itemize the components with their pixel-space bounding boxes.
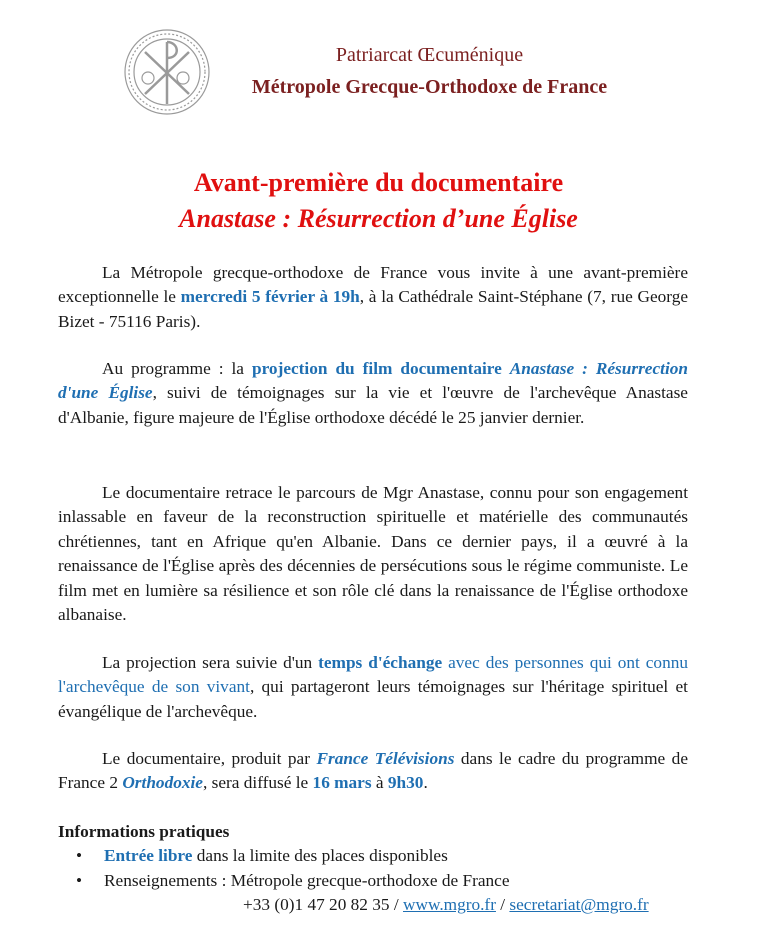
- paragraph-diffusion: [58, 747, 688, 796]
- item1-text: dans la limite des places disponibles: [192, 846, 448, 865]
- france-televisions: France Télévisions: [316, 749, 455, 768]
- p2-text-a: Au programme : la: [102, 359, 252, 378]
- temps-echange: temps d'échange: [318, 653, 443, 672]
- bullet-icon: •: [76, 846, 83, 865]
- p5-text-d: à: [371, 773, 388, 793]
- entree-libre: Entrée libre: [104, 846, 193, 865]
- title-line2: Anastase : Résurrection d’une Église: [179, 204, 578, 233]
- item2-text: Renseignements : Métropole grecque-orthodoxe de France: [104, 871, 510, 890]
- diffusion-date: 16 mars: [312, 773, 372, 793]
- chi-rho-seal-icon: [123, 28, 211, 116]
- website-link[interactable]: www.mgro.fr: [403, 895, 496, 914]
- p3-text: Le documentaire retrace le parcours de Mgr Anastase, connu pour son engagement inlassable en faveur de la reconstruction spirituelle et matérielle des communautés chrétiennes, tant en Afrique qu'en Albanie. Dans ce dernier pays, il a œuvré à la renaissance de l'Église après des décennies de persécutions sous le régime communiste. Le film met en lumière sa résilience et son rôle clé dans la renaissance de l'Église orthodoxe albanaise.: [58, 483, 688, 625]
- paragraph-parcours: [58, 481, 688, 627]
- contact-line: [243, 895, 649, 915]
- paragraph-invitation: [58, 261, 688, 334]
- header-metropole: Métropole Grecque-Orthodoxe de France: [251, 76, 608, 98]
- p1-text-b: , à la Cathédrale Saint-Stéphane (7, rue George Bizet - 75116 Paris).: [58, 287, 689, 331]
- p4-text-a: La projection sera suivie d'un: [102, 653, 319, 672]
- projection-highlight: projection du film documentaire: [251, 359, 510, 378]
- p5-text-e: .: [423, 773, 428, 793]
- p1-text-a: La Métropole grecque-orthodoxe de France vous invite à une avant-première exceptionnelle le: [58, 263, 688, 307]
- p2-text-b: , suivi de témoignages sur la vie et l'œuvre de l'archevêque Anastase d'Albanie, figure majeure de l'Église orthodoxe décédé le 25 janvier dernier.: [58, 383, 688, 427]
- film-title: Anastase : Résurrection d'une Église: [58, 359, 689, 403]
- header-patriarcat: Patriarcat Œcuménique: [335, 44, 524, 66]
- bullet-icon: •: [76, 871, 83, 890]
- phone-number: +33 (0)1 47 20 82 35 /: [243, 895, 403, 914]
- title-line1: Avant-première du documentaire: [193, 168, 564, 197]
- p5-text-b: dans le cadre du programme de France 2: [58, 749, 688, 793]
- separator: /: [495, 895, 510, 914]
- list-item: [58, 871, 510, 891]
- personnes-highlight: avec des personnes qui ont connu l'archevêque de son vivant: [58, 653, 688, 697]
- event-date: mercredi 5 février à 19h: [180, 287, 360, 307]
- orthodoxie: Orthodoxie: [122, 773, 203, 793]
- paragraph-programme: [58, 357, 688, 430]
- paragraph-echange: [58, 651, 688, 724]
- info-heading: Informations pratiques: [58, 822, 230, 841]
- p5-text-a: Le documentaire, produit par: [102, 749, 317, 768]
- diffusion-time: 9h30: [387, 773, 424, 793]
- list-item: [58, 846, 448, 866]
- email-link[interactable]: secretariat@mgro.fr: [509, 895, 649, 914]
- p5-text-c: , sera diffusé le: [202, 773, 313, 793]
- p4-text-b: , qui partageront leurs témoignages sur l'héritage spirituel et évangélique de l'archevêque.: [58, 677, 688, 721]
